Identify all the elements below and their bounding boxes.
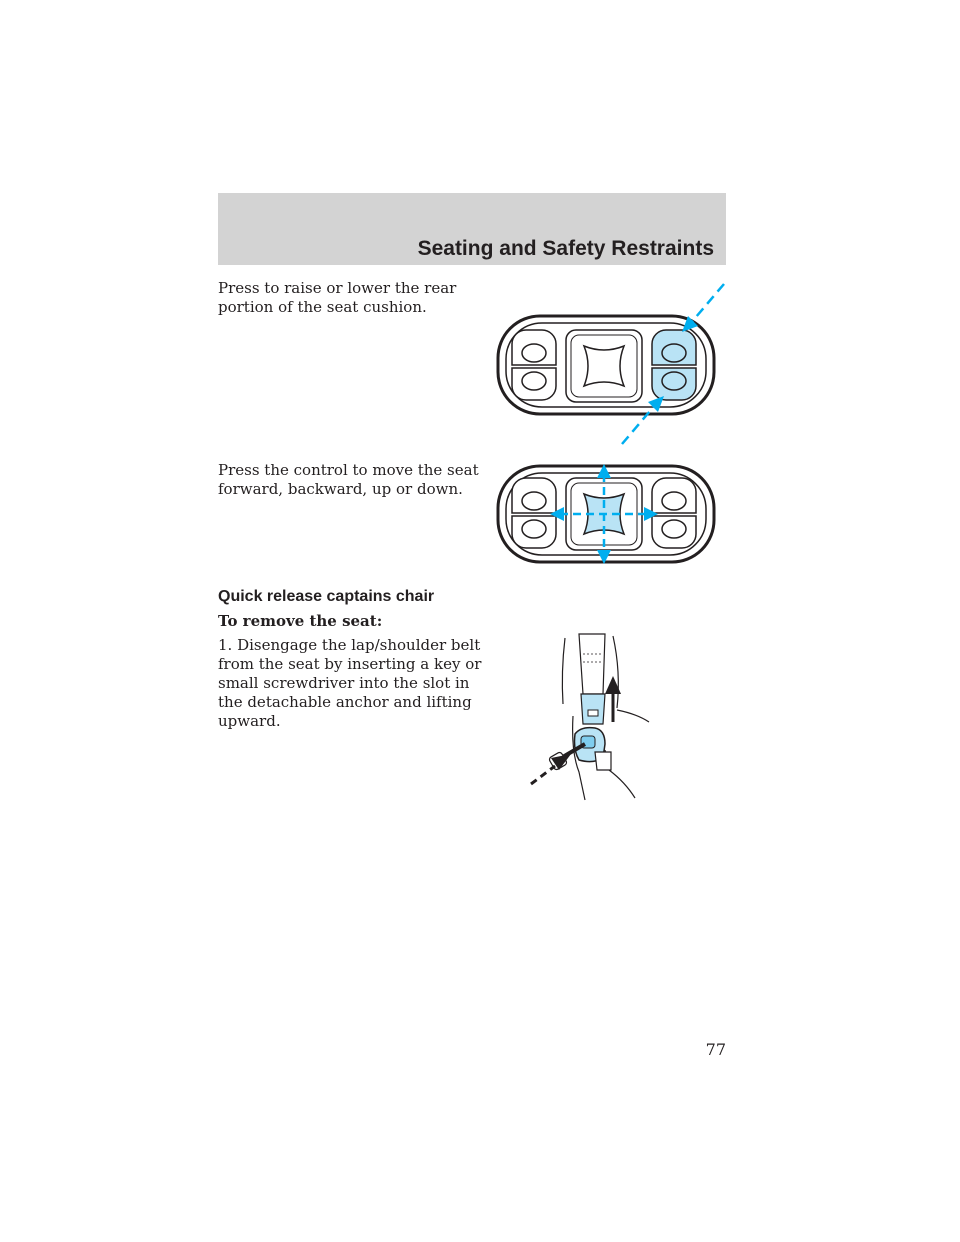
seat-control-four-way-illustration	[490, 462, 730, 566]
section-title: Seating and Safety Restraints	[417, 237, 714, 260]
paragraph-four-way: Press the control to move the seat forward, backward, up or down.	[218, 461, 479, 498]
header-band	[218, 193, 726, 265]
seat-belt-anchor-key-illustration	[525, 632, 660, 802]
paragraph-rear-cushion: Press to raise or lower the rear portion of the seat cushion.	[218, 279, 457, 316]
page-number: 77	[705, 1040, 726, 1059]
paragraph-step-1: 1. Disengage the lap/shoulder belt from the seat by inserting a key or small screwdriver into the slot in the detachable anchor and lifting upward.	[218, 636, 482, 730]
section-heading: Quick release captains chair	[218, 588, 435, 605]
subheading: To remove the seat:	[218, 612, 383, 630]
seat-control-rear-cushion-illustration	[490, 282, 730, 448]
